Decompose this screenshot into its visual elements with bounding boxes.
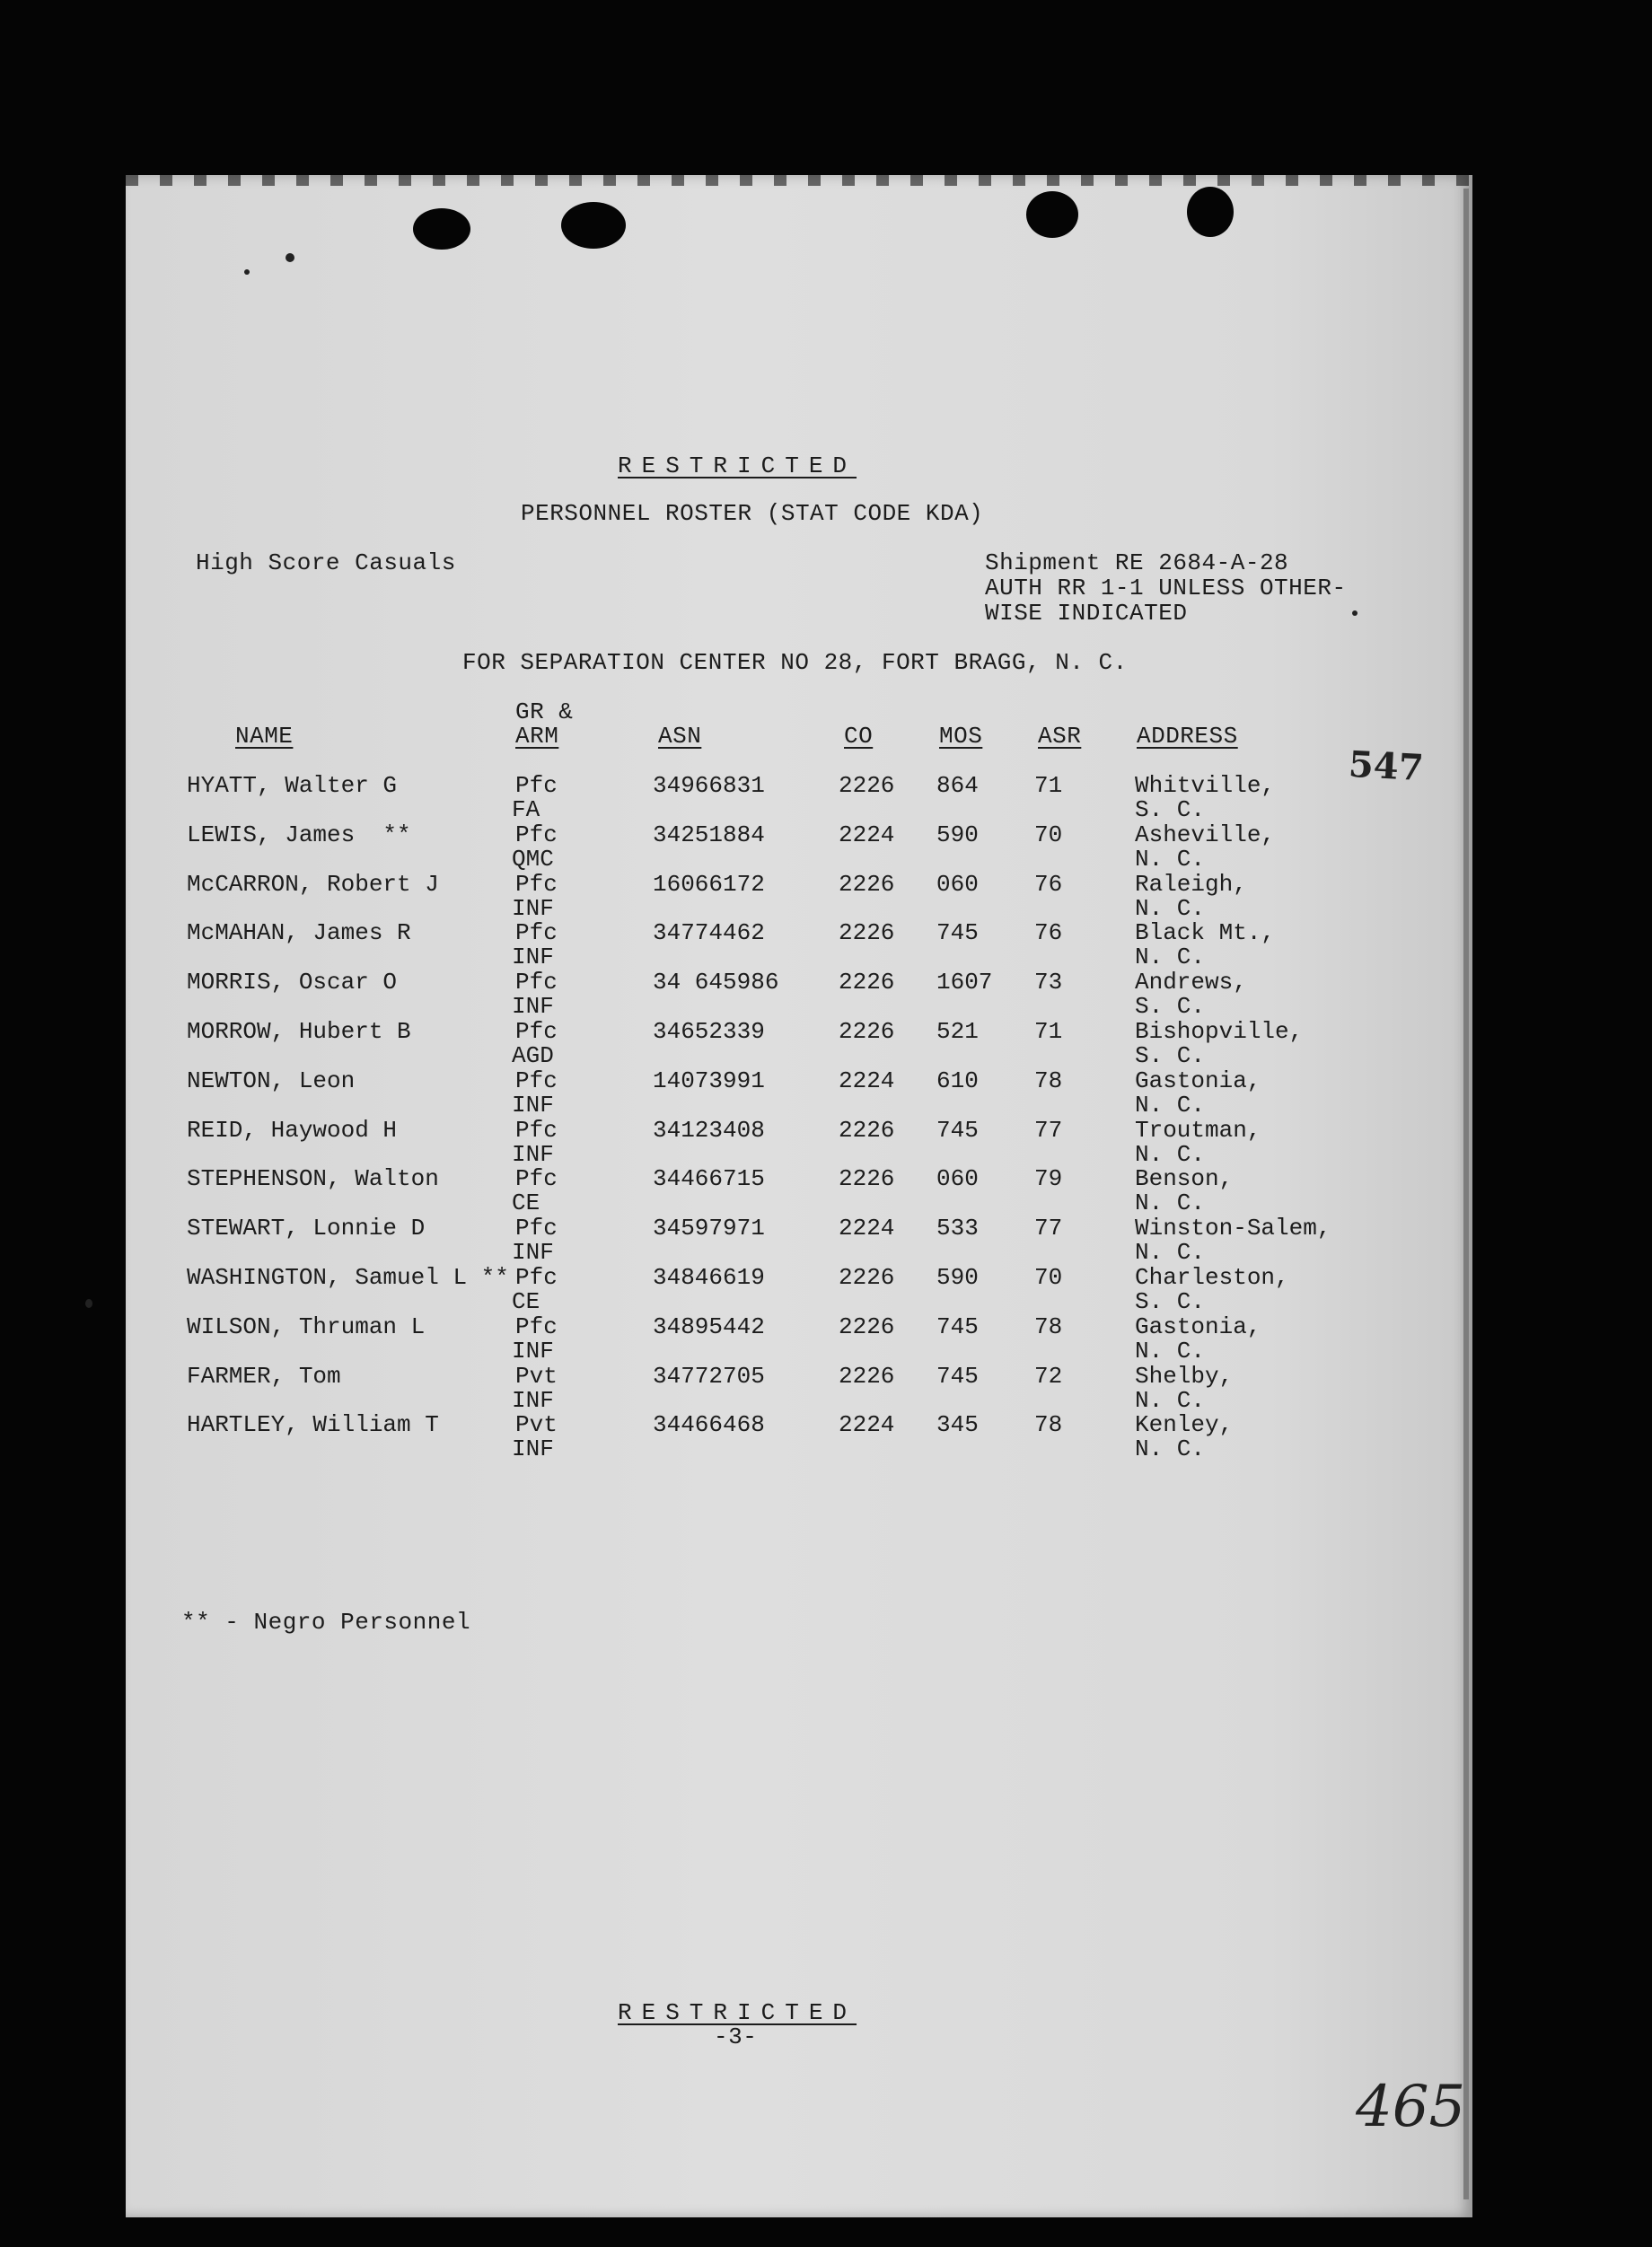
column-header-mos: MOS (939, 723, 983, 750)
cell-co: 2224 (839, 1066, 895, 1094)
footnote: ** - Negro Personnel (181, 1609, 471, 1636)
cell-city: Troutman, (1135, 1116, 1261, 1144)
speck (1352, 610, 1358, 616)
cell-grade: Pvt (515, 1411, 558, 1439)
cell-co: 2226 (839, 1018, 895, 1045)
column-header-arm: ARM (515, 723, 559, 750)
cell-city: Andrews, (1135, 969, 1247, 996)
cell-arm: INF (512, 1091, 554, 1119)
cell-arm: FA (512, 796, 540, 823)
cell-asr: 76 (1034, 870, 1063, 898)
speck (286, 253, 294, 262)
cell-asr: 70 (1034, 821, 1063, 848)
cell-name: WILSON, Thruman L (187, 1312, 426, 1340)
cell-asn: 14073991 (653, 1066, 765, 1094)
cell-grade: Pfc (515, 919, 558, 947)
cell-asr: 77 (1034, 1215, 1063, 1242)
cell-name: MORRIS, Oscar O (187, 969, 398, 996)
cell-mos: 590 (936, 821, 979, 848)
punch-hole (1187, 187, 1234, 237)
cell-asr: 73 (1034, 969, 1063, 996)
column-header-name: NAME (235, 723, 294, 750)
cell-mos: 345 (936, 1411, 979, 1439)
cell-city: Kenley, (1135, 1411, 1234, 1439)
cell-asr: 70 (1034, 1264, 1063, 1291)
page-edge-shadow (1463, 189, 1469, 2199)
cell-city: Winston-Salem, (1135, 1215, 1331, 1242)
cell-grade: Pfc (515, 870, 558, 898)
cell-state: S. C. (1135, 1042, 1206, 1069)
handwritten-page-number: 465 (1356, 2074, 1466, 2140)
cell-co: 2226 (839, 1165, 895, 1193)
cell-name: HYATT, Walter G (187, 772, 398, 799)
cell-state: S. C. (1135, 1288, 1206, 1315)
cell-city: Asheville, (1135, 821, 1276, 848)
cell-asn: 16066172 (653, 870, 765, 898)
column-header-asn: ASN (658, 723, 702, 750)
cell-city: Raleigh, (1135, 870, 1247, 898)
cell-co: 2224 (839, 1411, 895, 1439)
cell-asr: 72 (1034, 1362, 1063, 1390)
cell-asn: 34123408 (653, 1116, 765, 1144)
cell-name: LEWIS, James ** (187, 821, 411, 848)
cell-state: N. C. (1135, 1435, 1206, 1463)
cell-grade: Pfc (515, 1215, 558, 1242)
cell-co: 2226 (839, 1312, 895, 1340)
cell-grade: Pfc (515, 1312, 558, 1340)
cell-mos: 610 (936, 1066, 979, 1094)
cell-co: 2226 (839, 1116, 895, 1144)
cell-asn: 34846619 (653, 1264, 765, 1291)
cell-asn: 34774462 (653, 919, 765, 947)
cell-name: STEPHENSON, Walton (187, 1165, 439, 1193)
cell-state: N. C. (1135, 894, 1206, 922)
classification-header: RESTRICTED (618, 452, 857, 479)
cell-co: 2226 (839, 1264, 895, 1291)
cell-co: 2226 (839, 772, 895, 799)
cell-mos: 060 (936, 1165, 979, 1193)
cell-grade: Pfc (515, 1116, 558, 1144)
cell-asn: 34772705 (653, 1362, 765, 1390)
footer-page-number: -3- (714, 2023, 758, 2050)
speck (244, 269, 250, 275)
cell-name: WASHINGTON, Samuel L ** (187, 1264, 509, 1291)
cell-state: S. C. (1135, 993, 1206, 1021)
cell-arm: INF (512, 894, 554, 922)
cell-arm: INF (512, 1386, 554, 1414)
shipment-line-1: Shipment RE 2684-A-28 (985, 549, 1289, 576)
cell-co: 2224 (839, 1215, 895, 1242)
cell-asr: 71 (1034, 772, 1063, 799)
cell-state: S. C. (1135, 796, 1206, 823)
cell-arm: INF (512, 993, 554, 1021)
cell-co: 2224 (839, 821, 895, 848)
column-header-address: ADDRESS (1137, 723, 1238, 750)
cell-city: Black Mt., (1135, 919, 1276, 947)
column-header-co: CO (844, 723, 874, 750)
cell-city: Shelby, (1135, 1362, 1234, 1390)
cell-asn: 34895442 (653, 1312, 765, 1340)
cell-name: NEWTON, Leon (187, 1066, 356, 1094)
cell-name: STEWART, Lonnie D (187, 1215, 426, 1242)
cell-asn: 34466468 (653, 1411, 765, 1439)
cell-arm: QMC (512, 845, 554, 873)
unit-label: High Score Casuals (196, 549, 456, 576)
cell-grade: Pfc (515, 969, 558, 996)
cell-asn: 34251884 (653, 821, 765, 848)
cell-mos: 533 (936, 1215, 979, 1242)
column-header-asr: ASR (1038, 723, 1082, 750)
cell-mos: 745 (936, 1116, 979, 1144)
cell-name: McCARRON, Robert J (187, 870, 439, 898)
cell-mos: 745 (936, 919, 979, 947)
cell-state: N. C. (1135, 1386, 1206, 1414)
cell-city: Bishopville, (1135, 1018, 1304, 1045)
cell-state: N. C. (1135, 1337, 1206, 1365)
cell-co: 2226 (839, 969, 895, 996)
cell-grade: Pfc (515, 1165, 558, 1193)
cell-asr: 76 (1034, 919, 1063, 947)
cell-city: Whitville, (1135, 772, 1276, 799)
cell-state: N. C. (1135, 944, 1206, 971)
cell-mos: 864 (936, 772, 979, 799)
stamped-number: 547 (1347, 742, 1425, 790)
cell-grade: Pvt (515, 1362, 558, 1390)
cell-mos: 521 (936, 1018, 979, 1045)
cell-arm: CE (512, 1189, 540, 1217)
cell-asn: 34652339 (653, 1018, 765, 1045)
cell-mos: 060 (936, 870, 979, 898)
cell-asr: 78 (1034, 1312, 1063, 1340)
cell-city: Benson, (1135, 1165, 1234, 1193)
cell-state: N. C. (1135, 1091, 1206, 1119)
cell-arm: INF (512, 1435, 554, 1463)
cell-mos: 1607 (936, 969, 993, 996)
cell-state: N. C. (1135, 1140, 1206, 1168)
shipment-line-2: AUTH RR 1-1 UNLESS OTHER- (985, 575, 1347, 601)
cell-arm: AGD (512, 1042, 554, 1069)
cell-grade: Pfc (515, 821, 558, 848)
cell-city: Gastonia, (1135, 1312, 1261, 1340)
cell-asr: 79 (1034, 1165, 1063, 1193)
cell-asn: 34966831 (653, 772, 765, 799)
cell-city: Charleston, (1135, 1264, 1289, 1291)
cell-arm: INF (512, 1140, 554, 1168)
document-page (126, 175, 1472, 2217)
shipment-line-3: WISE INDICATED (985, 600, 1188, 627)
cell-arm: INF (512, 1239, 554, 1267)
cell-asr: 71 (1034, 1018, 1063, 1045)
cell-co: 2226 (839, 1362, 895, 1390)
cell-grade: Pfc (515, 1018, 558, 1045)
cell-mos: 745 (936, 1312, 979, 1340)
cell-asn: 34597971 (653, 1215, 765, 1242)
cell-name: REID, Haywood H (187, 1116, 398, 1144)
cell-name: FARMER, Tom (187, 1362, 341, 1390)
roster-title: PERSONNEL ROSTER (STAT CODE KDA) (521, 500, 984, 527)
column-header-grade-top: GR & (515, 698, 574, 725)
cell-asr: 78 (1034, 1066, 1063, 1094)
cell-state: N. C. (1135, 1189, 1206, 1217)
classification-footer: RESTRICTED (618, 1999, 857, 2026)
cell-name: MORROW, Hubert B (187, 1018, 411, 1045)
speck (85, 1299, 92, 1308)
cell-grade: Pfc (515, 1264, 558, 1291)
punch-hole (413, 208, 470, 250)
cell-arm: INF (512, 1337, 554, 1365)
cell-co: 2226 (839, 870, 895, 898)
cell-name: McMAHAN, James R (187, 919, 411, 947)
cell-asn: 34 645986 (653, 969, 779, 996)
torn-top-edge (126, 166, 1472, 186)
cell-asn: 34466715 (653, 1165, 765, 1193)
cell-grade: Pfc (515, 1066, 558, 1094)
punch-hole (561, 202, 626, 249)
cell-co: 2226 (839, 919, 895, 947)
cell-city: Gastonia, (1135, 1066, 1261, 1094)
cell-arm: CE (512, 1288, 540, 1315)
cell-grade: Pfc (515, 772, 558, 799)
cell-asr: 77 (1034, 1116, 1063, 1144)
cell-arm: INF (512, 944, 554, 971)
punch-hole (1026, 191, 1078, 238)
destination-line: FOR SEPARATION CENTER NO 28, FORT BRAGG, N. C. (462, 649, 1128, 676)
cell-asr: 78 (1034, 1411, 1063, 1439)
cell-mos: 745 (936, 1362, 979, 1390)
cell-state: N. C. (1135, 1239, 1206, 1267)
cell-state: N. C. (1135, 845, 1206, 873)
cell-name: HARTLEY, William T (187, 1411, 439, 1439)
cell-mos: 590 (936, 1264, 979, 1291)
